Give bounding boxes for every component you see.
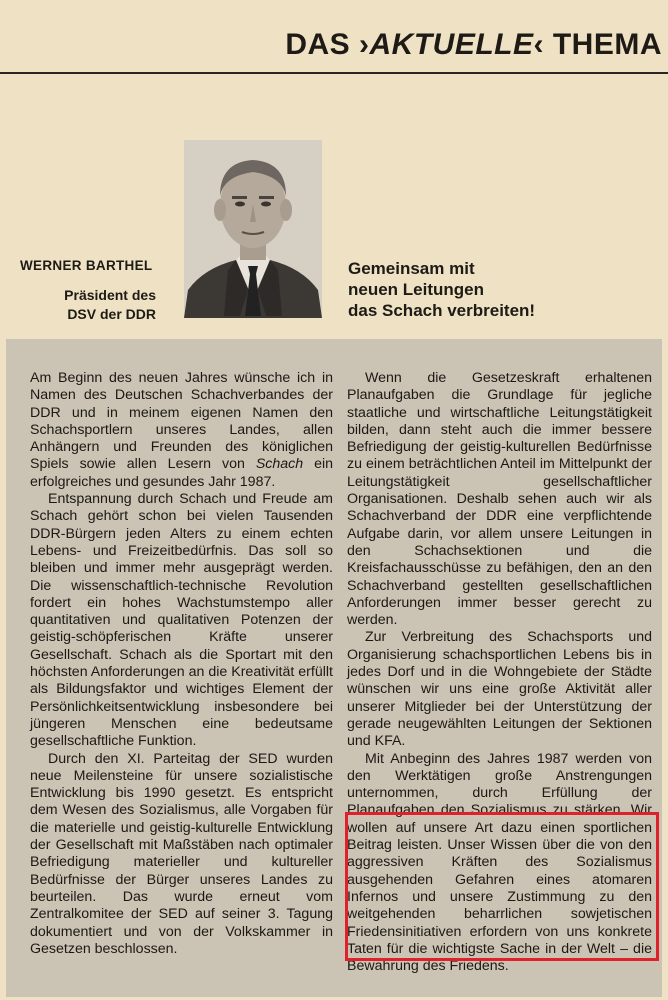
author-role (20, 286, 156, 324)
paragraph-text: Am Beginn des neuen Jahres wünsche ich in Namen des Deutschen Schachverbandes der DDR und in meinem eigenen Namen den Schachsportlern unseres Landes, allen Anhängern und Freunden des königlichen Spiels sowie allen Lesern von (30, 370, 333, 473)
article-column-left (30, 370, 333, 958)
section-title-italic: AKTUELLE (369, 28, 534, 61)
article-paragraph (30, 370, 333, 491)
article-paragraph: Wenn die Gesetzeskraft erhaltenen Planaufgaben die Grundlage für jegliche staatliche und wirtschaftliche Leitungstätigkeit bilden, dann steht auch die immer bessere Befriedigung der geistig-kulturellen Bedürfnisse zu einem beträchtlichen Anteil im Mittelpunkt der Leitungstätigkeit gesellschaftlicher Organisationen. Deshalb sehen auch wir als Schachverband der DDR eine verpflichtende Aufgabe darin, vor allem unsere Leitungen in den Schachsektionen und die Kreisfachausschüsse zu befähigen, den an den Schachverband gestellten gesellschaftlichen Anforderungen immer besser gerecht zu werden. (347, 370, 652, 629)
headline-line-2: neuen Leitungen (348, 280, 484, 299)
headline-line-1: Gemeinsam mit (348, 259, 475, 278)
author-portrait (184, 140, 322, 318)
article-paragraph: Entspannung durch Schach und Freude am Schach gehört schon bei vielen Tausenden DDR-Bürgern jeden Alters zu einem echten Lebens- und Freizeitbedürfnis. Das soll so bleiben und immer mehr ausgeprägt werden. Die wissenschaftlich-technische Revolution fordert ein hohes Wachstumstempo aller quantitativen und qualitativen Potenzen der geistig-schöpferischen Kräfte unserer Gesellschaft. Schach als die Sportart mit den höchsten Anforderungen an die Kreativität erfüllt als Bildungsfaktor und wichtiges Element der Persönlichkeitsentwicklung insbesondere bei jüngeren Menschen eine bedeutsame gesellschaftliche Funktion. (30, 491, 333, 750)
paragraph-text: ein erfolgreiches und gesundes Jahr 1987. (30, 456, 334, 490)
article-headline (348, 258, 608, 321)
author-role-line-2: DSV der DDR (67, 306, 156, 322)
article-paragraph: Mit Anbeginn des Jahres 1987 werden von den Werktätigen große Anstrengungen unternommen, durch Erfüllung der Planaufgaben den Sozialismus zu stärken. Wir wollen auf unsere Art dazu einen sportlichen Beitrag leisten. Unser Wissen über die von den aggressiven Kräften des Sozialismus ausgehenden Gefahren eines atomaren Infernos und unsere Zustimmung zu den weitgehenden beharrlichen sowjetischen Friedensinitiativen erfordern von uns konkrete Taten für die wichtigste Sache in der Welt – die Bewahrung des Friedens. (347, 750, 652, 975)
section-title-post: ‹ THEMA (533, 28, 662, 61)
paragraph-emphasis: Schach (255, 456, 304, 473)
section-title-pre: DAS › (285, 28, 370, 61)
section-title (285, 28, 662, 62)
article-paragraph: Durch den XI. Parteitag der SED wurden neue Meilensteine für unsere sozialistische Entwicklung bis 1990 gesetzt. Es entspricht dem Wesen des Sozialismus, alle Vorgaben für die materielle und geistig-kulturelle Entwicklung der Gesellschaft mit Maßstäben nach optimaler Befriedigung materieller und kultureller Bedürfnisse der Bürger unseres Landes zu beurteilen. Das wurde erneut vom Zentralkomitee der SED auf seiner 3. Tagung dokumentiert und von der Volkskammer in Gesetzen beschlossen. (30, 750, 333, 957)
portrait-illustration (184, 140, 322, 318)
author-name: WERNER BARTHEL (20, 258, 153, 273)
highlight-box (345, 812, 659, 961)
header-rule (0, 72, 668, 74)
headline-line-3: das Schach verbreiten! (348, 301, 536, 320)
article-paragraph: Zur Verbreitung des Schachsports und Organisierung schachsportlichen Lebens bis in jedes Dorf und in die Wohngebiete der Städte wünschen wir uns eine große Aktivität aller unserer Mitglieder bei der Unterstützung der gerade neugewählten Leitungen der Sektionen und KFA. (347, 629, 652, 750)
author-role-line-1: Präsident des (64, 287, 156, 303)
